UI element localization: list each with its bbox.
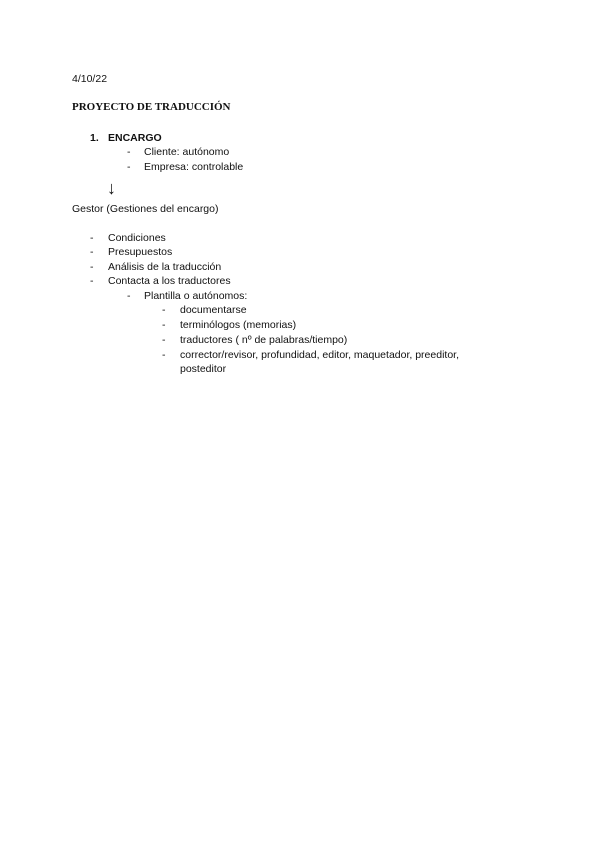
bullet-dash: - — [162, 304, 166, 316]
bullet-dash: - — [90, 261, 94, 273]
bullet-dash: - — [127, 146, 131, 158]
bullet-dash: - — [127, 290, 131, 302]
section-number: 1. — [90, 132, 99, 144]
date: 4/10/22 — [72, 73, 108, 85]
section-heading: ENCARGO — [108, 132, 162, 144]
list-item: Cliente: autónomo — [144, 146, 230, 158]
list-item: Empresa: controlable — [144, 161, 244, 173]
list-item: traductores ( nº de palabras/tiempo) — [180, 334, 348, 346]
bullet-dash: - — [162, 334, 166, 346]
bullet-dash: - — [127, 161, 131, 173]
list-item: Plantilla o autónomos: — [144, 290, 248, 302]
list-item-continuation: posteditor — [180, 363, 227, 375]
bullet-dash: - — [162, 349, 166, 361]
bullet-dash: - — [90, 246, 94, 258]
list-item: Presupuestos — [108, 246, 173, 258]
list-item: Análisis de la traducción — [108, 261, 222, 273]
gestor-heading: Gestor (Gestiones del encargo) — [72, 203, 219, 215]
arrow-down-icon: ↓ — [107, 178, 116, 198]
bullet-dash: - — [90, 232, 94, 244]
bullet-dash: - — [162, 319, 166, 331]
list-item: corrector/revisor, profundidad, editor, maquetador, preeditor, — [180, 349, 459, 361]
bullet-dash: - — [90, 275, 94, 287]
list-item: Contacta a los traductores — [108, 275, 231, 287]
list-item: Condiciones — [108, 232, 166, 244]
list-item: documentarse — [180, 304, 247, 316]
document-title: PROYECTO DE TRADUCCIÓN — [72, 101, 231, 113]
list-item: terminólogos (memorias) — [180, 319, 297, 331]
